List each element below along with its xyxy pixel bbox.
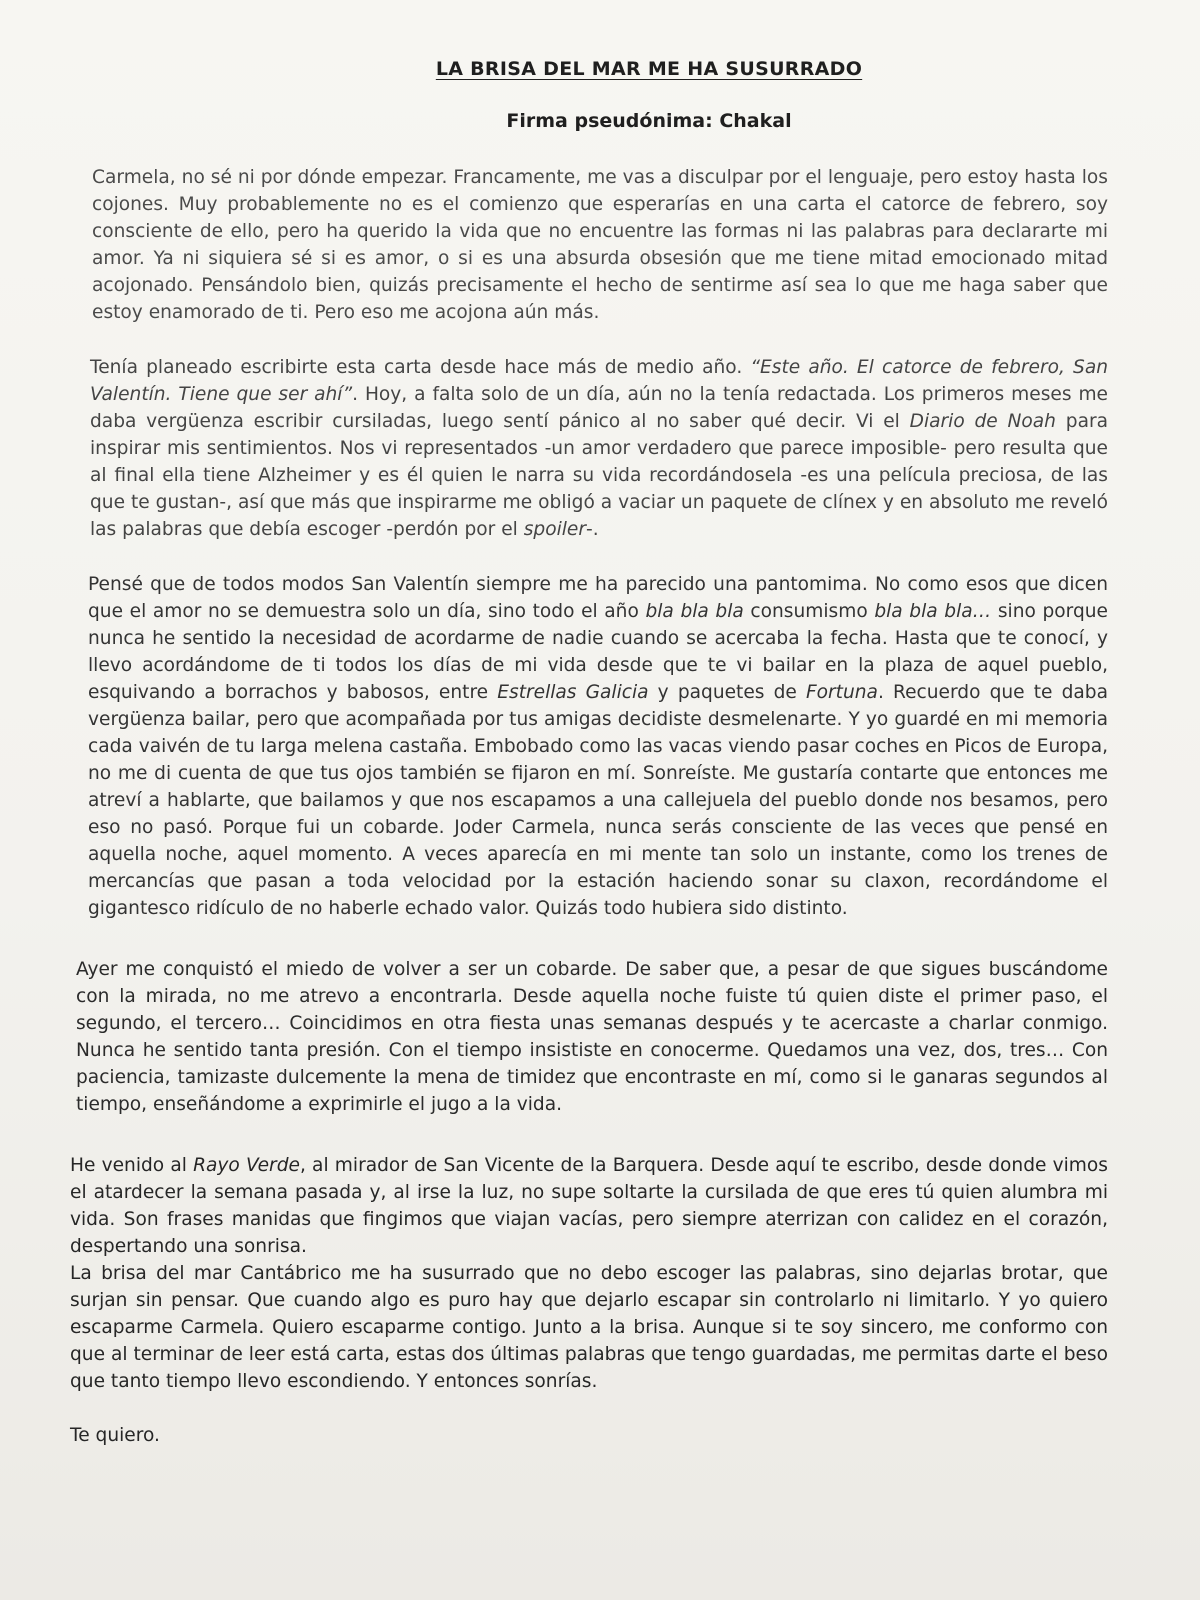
paragraph-text: para inspirar mis sentimientos. Nos vi representados -un amor verdadero que parece imposible- pero resulta que al final ella tiene Alzheimer y es él quien le narra su vida recordándosela -es una película preciosa, de las que te gustan-, así que más que inspirarme me obligó a vaciar un paquete de clínex y en absoluto me reveló las palabras que debía escoger -perdón por el	[90, 411, 1108, 540]
paragraph-text: -.	[586, 519, 599, 540]
paragraph-text: Tenía planeado escribirte esta carta desde hace más de medio año.	[90, 357, 751, 378]
letter-title: LA BRISA DEL MAR ME HA SUSURRADO	[435, 58, 863, 80]
paragraph-text: consumismo	[743, 601, 875, 622]
italic-text: bla bla bla…	[874, 601, 992, 622]
paragraph-text: Pensé que de todos modos San Valentín siempre me ha parecido una pantomima. No como esos que dicen que el amor no se demuestra solo un día, sino todo el año	[88, 574, 1108, 622]
paragraph-text: sino porque nunca he sentido la necesidad de acordarme de nadie cuando se acercaba la fecha. Hasta que te conocí, y llevo acordándome de ti todos los días de mi vida desde que te vi bailar en la plaza de aquel pueblo, esquivando a borrachos y babosos, entre	[88, 601, 1108, 703]
italic-text: spoiler	[523, 519, 587, 540]
signature-line: Firma pseudónima: Chakal	[506, 110, 792, 132]
paragraph-text: , al mirador de San Vicente de la Barquera. Desde aquí te escribo, desde donde vimos el atardecer la semana pasada y, al irse la luz, no supe soltarte la cursilada de que eres tú quien alumbra mi vida. Son frases manidas que fingimos que viajan vacías, pero siempre aterrizan con calidez en el corazón, despertando una sonrisa.	[70, 1155, 1108, 1257]
italic-text: Diario de Noah	[909, 411, 1056, 432]
italic-text: bla bla bla	[645, 601, 744, 622]
paragraph-text: . Recuerdo que te daba vergüenza bailar, pero que acompañada por tus amigas decidiste desmelenarte. Y yo guardé en mi memoria cada vaivén de tu larga melena castaña. Embobado como las vacas viendo pasar coches en Picos de Europa, no me di cuenta de que tus ojos también se fijaron en mí. Sonreíste. Me gustaría contarte que entonces me atreví a hablarte, que bailamos y que nos escapamos a una callejuela del pueblo donde nos besamos, pero eso no pasó. Porque fui un cobarde. Joder Carmela, nunca serás consciente de las veces que pensé en aquella noche, aquel momento. A veces aparecía en mi mente tan solo un instante, como los trenes de mercancías que pasan a toda velocidad por la estación haciendo sonar su claxon, recordándome el gigantesco ridículo de no haberle echado valor. Quizás todo hubiera sido distinto.	[88, 682, 1109, 919]
paragraph-text: Ayer me conquistó el miedo de volver a ser un cobarde. De saber que, a pesar de que sigues buscándome con la mirada, no me atrevo a encontrarla. Desde aquella noche fuiste tú quien diste el primer paso, el segundo, el tercero… Coincidimos en otra fiesta unas semanas después y te acercaste a charlar conmigo. Nunca he sentido tanta presión. Con el tiempo insististe en conocerme. Quedamos una vez, dos, tres… Con paciencia, tamizaste dulcemente la mena de timidez que encontraste en mí, como si le ganaras segundos al tiempo, enseñándome a exprimirle el jugo a la vida.	[76, 959, 1108, 1115]
letter-paragraph-1	[70, 164, 1108, 326]
letter-closing: Te quiero.	[70, 1425, 160, 1446]
letter-paragraph-6	[70, 1260, 1108, 1395]
paragraph-text: Carmela, no sé ni por dónde empezar. Francamente, me vas a disculpar por el lenguaje, pero estoy hasta los cojones. Muy probablemente no es el comienzo que esperarías en una carta el catorce de febrero, soy consciente de ello, pero ha querido la vida que no encuentre las formas ni las palabras para declararte mi amor. Ya ni siquiera sé si es amor, o si es una absurda obsesión que me tiene mitad emocionado mitad acojonado. Pensándolo bien, quizás precisamente el hecho de sentirme así sea lo que me haga saber que estoy enamorado de ti. Pero eso me acojona aún más.	[92, 167, 1108, 323]
paragraph-text: . Hoy, a falta solo de un día, aún no la tenía redactada. Los primeros meses me daba vergüenza escribir cursiladas, luego sentí pánico al no saber qué decir. Vi el	[90, 384, 1108, 432]
letter-paragraph-4	[70, 956, 1108, 1118]
italic-text: “Este año. El catorce de febrero, San Valentín. Tiene que ser ahí”	[90, 357, 1108, 405]
italic-text: Rayo Verde	[193, 1155, 300, 1176]
paragraph-text: y paquetes de	[648, 682, 806, 703]
letter-paragraph-5	[70, 1152, 1108, 1260]
letter-paragraph-3	[70, 571, 1108, 922]
italic-text: Fortuna	[805, 682, 878, 703]
italic-text: Estrellas Galicia	[497, 682, 649, 703]
paragraph-text: He venido al	[70, 1155, 194, 1176]
paragraph-text: La brisa del mar Cantábrico me ha susurrado que no debo escoger las palabras, sino dejarlas brotar, que surjan sin pensar. Que cuando algo es puro hay que dejarlo escapar sin controlarlo ni limitarlo. Y yo quiero escaparme Carmela. Quiero escaparme contigo. Junto a la brisa. Aunque si te soy sincero, me conformo con que al terminar de leer está carta, estas dos últimas palabras que tengo guardadas, me permitas darte el beso que tanto tiempo llevo escondiendo. Y entonces sonrías.	[70, 1263, 1108, 1392]
letter-paragraph-2	[70, 354, 1108, 543]
